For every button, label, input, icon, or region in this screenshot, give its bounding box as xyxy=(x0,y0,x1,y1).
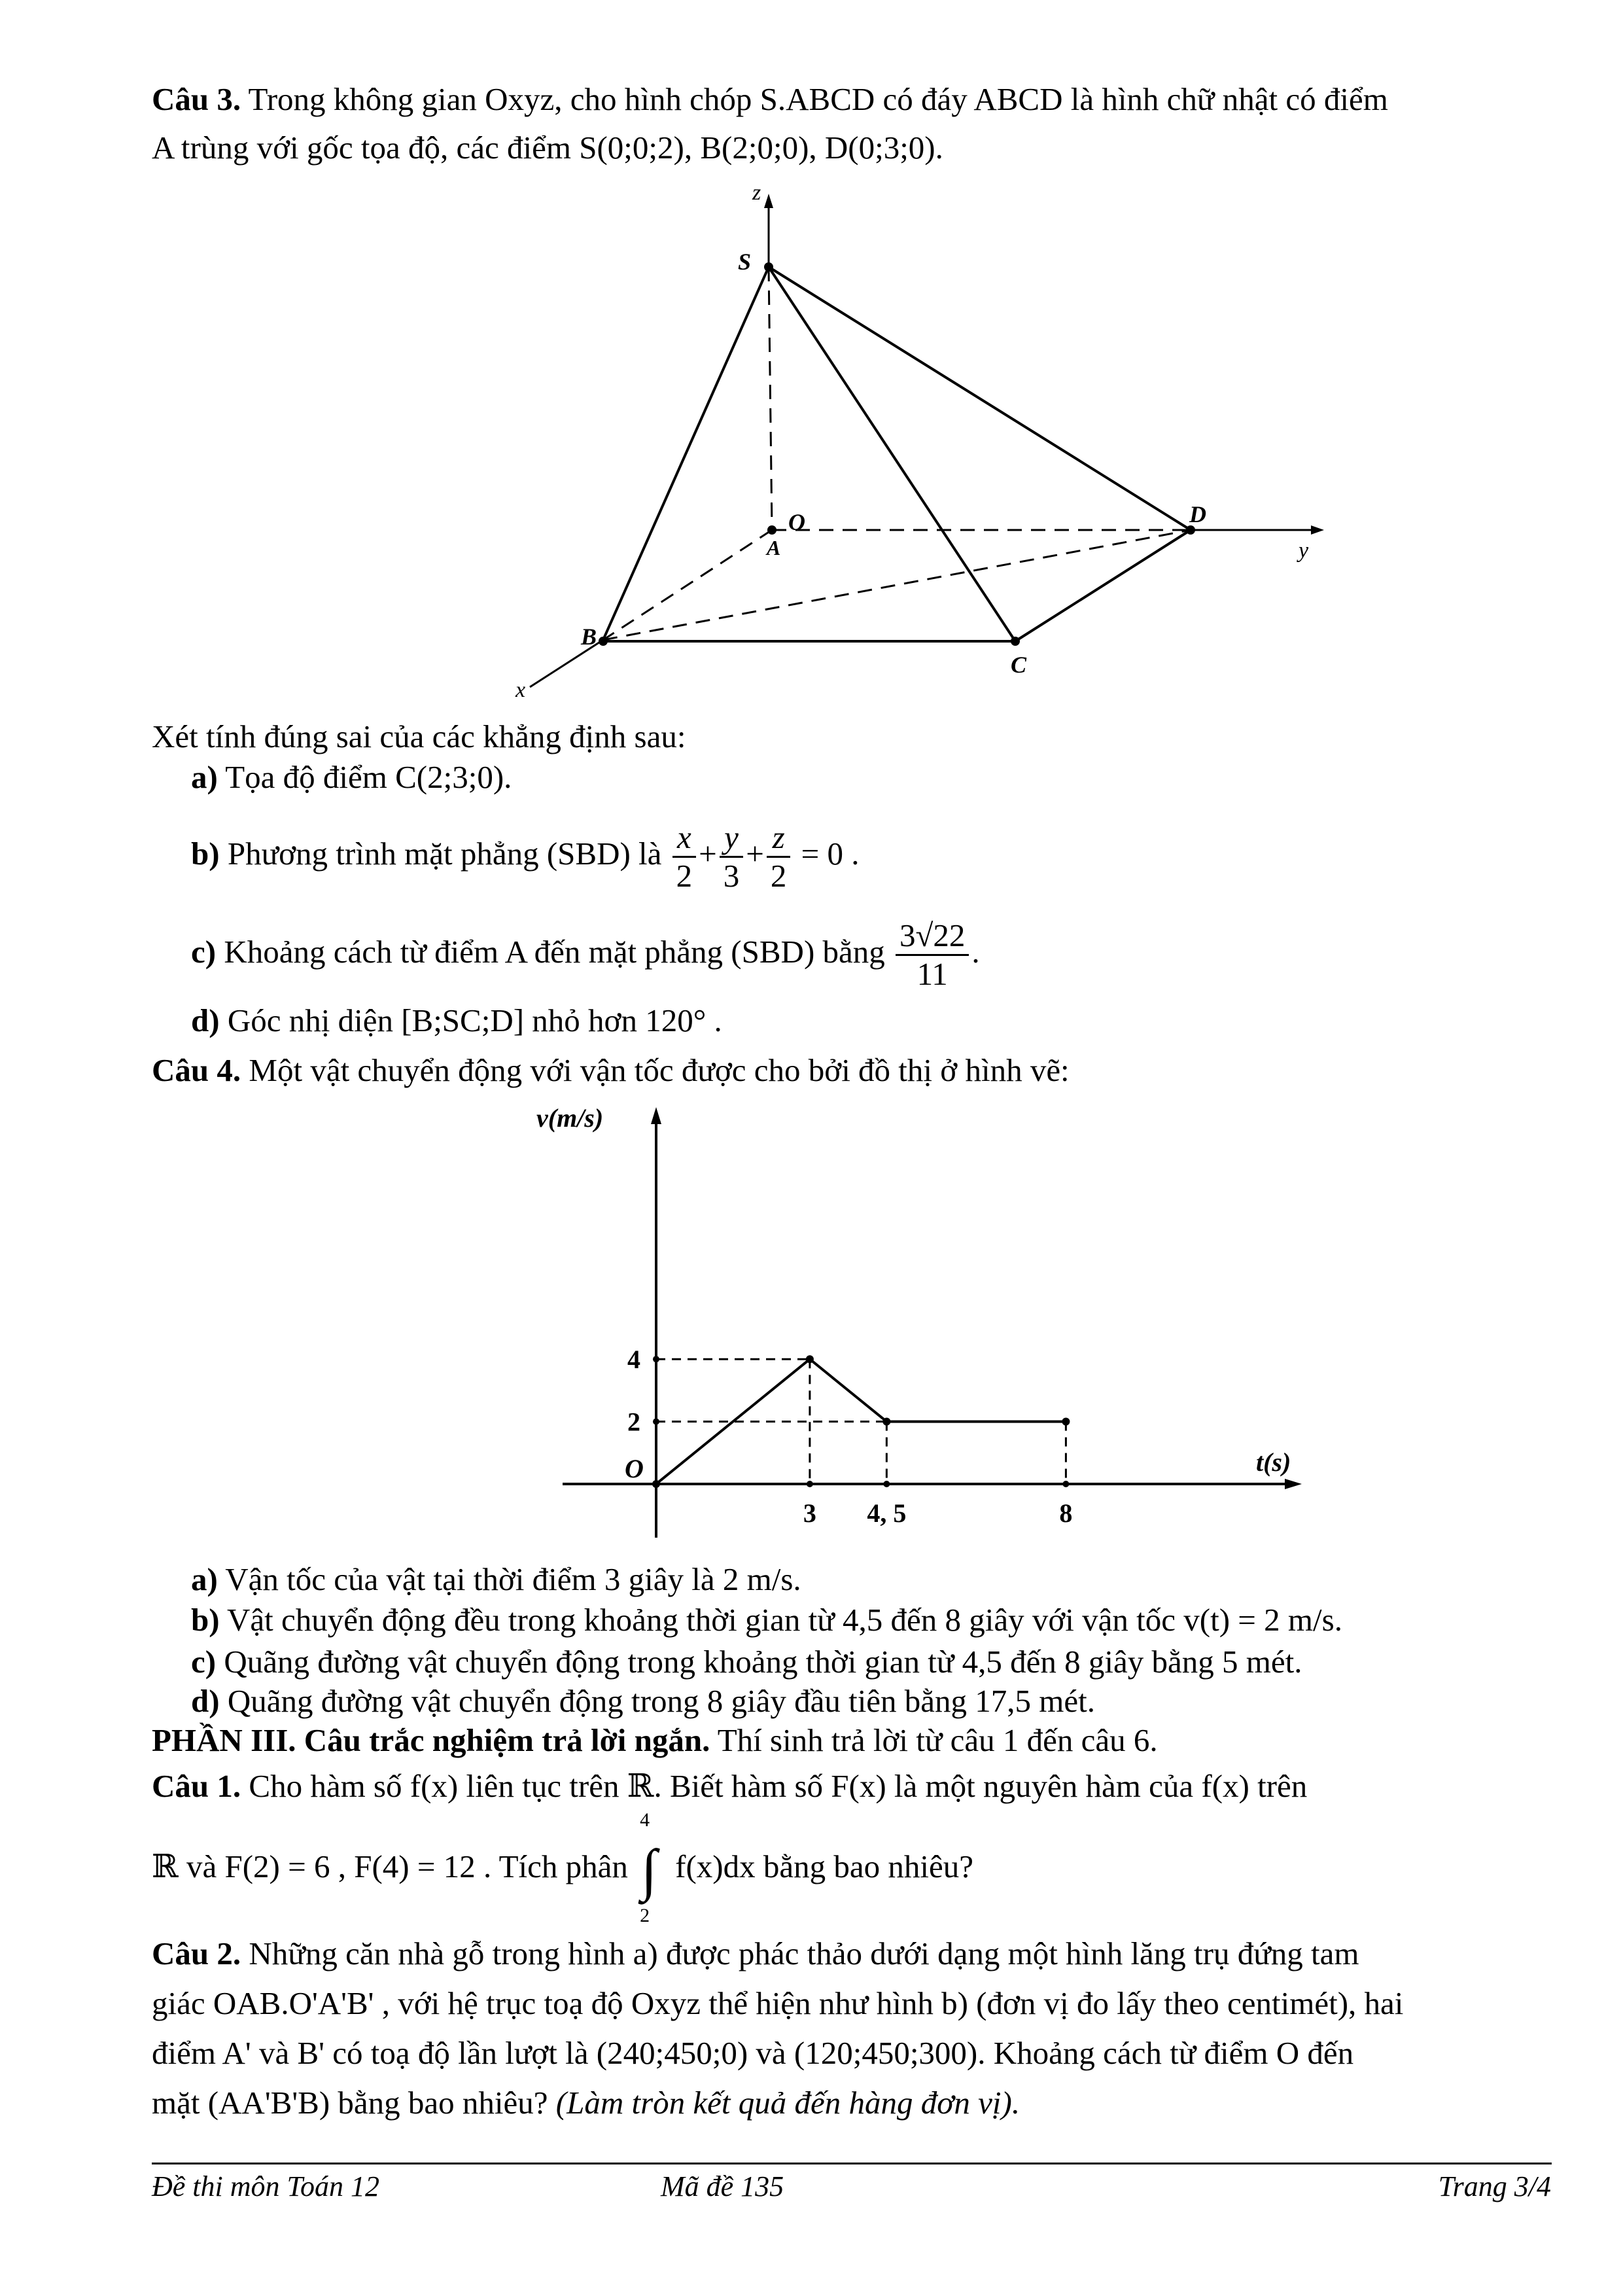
p3q1-line1 xyxy=(152,1767,1307,1806)
q3-b-text: Phương trình mặt phẳng (SBD) là xyxy=(219,836,662,872)
plus-sign-1: + xyxy=(699,836,717,872)
edge-SB xyxy=(603,267,769,640)
q3-statement-c xyxy=(191,910,980,995)
velocity-point-1 xyxy=(806,1355,814,1363)
q3-text-line1: Trong không gian Oxyz, cho hình chóp S.ABCD có đáy ABCD là hình chữ nhật có điểm xyxy=(241,81,1388,117)
part3-header xyxy=(152,1721,1158,1760)
y-axis-arrow xyxy=(1311,525,1324,535)
pyramid-figure xyxy=(497,177,1348,720)
q3-d-label: d) xyxy=(191,1002,220,1038)
part3-title: PHẦN III. Câu trắc nghiệm trả lời ngắn. xyxy=(152,1722,710,1758)
q4-statement-c xyxy=(191,1642,1302,1682)
q3-line1 xyxy=(152,80,1388,119)
part3-text: Thí sinh trả lời từ câu 1 đến câu 6. xyxy=(710,1722,1158,1758)
edge-SA xyxy=(769,267,772,529)
p3q2-label: Câu 2. xyxy=(152,1935,241,1971)
p3q1-text-line2a: ℝ và F(2) = 6 , F(4) = 12 . Tích phân xyxy=(152,1848,628,1884)
z-axis-arrow xyxy=(764,194,773,208)
p3q1-text-line1: Cho hàm số f(x) liên tục trên ℝ. Biết hàm số F(x) là một nguyên hàm của f(x) trên xyxy=(241,1768,1308,1804)
chart-y-axis-arrow xyxy=(651,1107,661,1124)
velocity-point-0 xyxy=(652,1480,660,1488)
point-B xyxy=(599,637,608,646)
q4-c-text: Quãng đường vật chuyển động trong khoảng thời gian từ 4,5 đến 8 giây bằng 5 mét. xyxy=(216,1644,1302,1680)
y-tick-label-0: 2 xyxy=(627,1407,640,1437)
plus-sign-2: + xyxy=(746,836,764,872)
chart-xlabel: t(s) xyxy=(1256,1447,1291,1477)
q4-statement-d xyxy=(191,1682,1095,1721)
velocity-chart xyxy=(536,1099,1321,1551)
y-tick-0 xyxy=(653,1419,659,1425)
x-tick-label-1: 4, 5 xyxy=(867,1498,907,1528)
label-x: x xyxy=(515,678,526,702)
q4-d-text: Quãng đường vật chuyển động trong 8 giây đầu tiên bằng 17,5 mét. xyxy=(219,1683,1096,1719)
q3-label: Câu 3. xyxy=(152,81,241,117)
q4-c-label: c) xyxy=(191,1644,217,1680)
q3-b-label: b) xyxy=(191,836,220,872)
q4-b-label: b) xyxy=(191,1602,220,1638)
footer-center: Mã đề 135 xyxy=(661,2170,784,2202)
y-tick-label-1: 4 xyxy=(627,1345,640,1375)
fraction-z-over-2: $\frac{z}{2}$ xyxy=(767,819,791,894)
label-D: D xyxy=(1189,501,1206,527)
q3-line2 xyxy=(152,128,943,168)
p3q2-line3 xyxy=(152,2034,1353,2073)
edge-SD xyxy=(769,267,1191,530)
fraction-3sqrt22-over-11: $\frac{3√22}{11}$ xyxy=(896,917,969,993)
p3q2-text-line1: Những căn nhà gỗ trong hình a) được phác thảo dưới dạng một hình lăng trụ đứng tam xyxy=(241,1935,1359,1971)
p3q1-text-line2b: f(x)dx bằng bao nhiêu? xyxy=(675,1848,973,1884)
label-B: B xyxy=(581,624,597,650)
x-tick-label-0: 3 xyxy=(803,1498,816,1528)
label-A: A xyxy=(767,536,781,559)
q3-statement-a xyxy=(191,758,512,797)
q3-c-text: Khoảng cách từ điểm A đến mặt phẳng (SBD) bằng xyxy=(216,934,885,970)
velocity-point-2 xyxy=(882,1418,890,1426)
velocity-segment-1 xyxy=(810,1359,886,1421)
q3-b-tail: = 0 . xyxy=(801,836,860,872)
footer-rule xyxy=(152,2163,1552,2164)
q4-label: Câu 4. xyxy=(152,1052,241,1088)
q3-d-text: Góc nhị diện [B;SC;D] nhỏ hơn 120° . xyxy=(219,1002,722,1038)
p3q2-text-line4b: (Làm tròn kết quả đến hàng đơn vị). xyxy=(555,2085,1021,2121)
label-z: z xyxy=(752,181,761,205)
x-tick-1 xyxy=(883,1481,890,1487)
p3q2-line4 xyxy=(152,2083,1020,2123)
q3-intro-text: Xét tính đúng sai của các khẳng định sau: xyxy=(152,718,686,754)
label-y: y xyxy=(1299,539,1309,563)
q4-a-text: Vận tốc của vật tại thời điểm 3 giây là 2 m/s. xyxy=(217,1561,801,1597)
q4-b-text: Vật chuyển động đều trong khoảng thời gian từ 4,5 đến 8 giây với vận tốc v(t) = 2 m/s. xyxy=(219,1602,1342,1638)
p3q1-label: Câu 1. xyxy=(152,1768,241,1804)
q4-d-label: d) xyxy=(191,1683,220,1719)
p3q2-text-line4a: mặt (AA'B'B) bằng bao nhiêu? xyxy=(152,2085,556,2121)
point-C xyxy=(1011,637,1020,646)
q3-a-text: Tọa độ điểm C(2;3;0). xyxy=(217,759,512,795)
x-tick-2 xyxy=(1062,1481,1069,1487)
label-O: O xyxy=(788,509,805,535)
velocity-point-3 xyxy=(1062,1418,1070,1426)
chart-x-axis-arrow xyxy=(1285,1479,1302,1489)
q3-statement-b xyxy=(191,811,860,896)
point-S xyxy=(764,262,773,272)
label-S: S xyxy=(738,249,752,275)
footer-right: Trang 3/4 xyxy=(1438,2170,1551,2202)
y-tick-1 xyxy=(653,1356,659,1362)
fraction-y-over-3: $\frac{y}{3}$ xyxy=(720,819,744,894)
p3q1-line2 xyxy=(152,1809,973,1926)
chart-ylabel: v(m/s) xyxy=(536,1103,604,1133)
label-C: C xyxy=(1011,652,1027,678)
q4-line xyxy=(152,1051,1070,1090)
x-tick-0 xyxy=(807,1481,813,1487)
point-A xyxy=(767,525,777,535)
q3-text-line2: A trùng với gốc tọa độ, các điểm S(0;0;2), B(2;0;0), D(0;3;0). xyxy=(152,130,943,166)
p3q2-text-line3: điểm A' và B' có toạ độ lần lượt là (240;450;0) và (120;450;300). Khoảng cách từ điểm O đến xyxy=(152,2035,1354,2071)
p3q2-text-line2: giác OAB.O'A'B' , với hệ trục toạ độ Oxyz thể hiện như hình b) (đơn vị đo lấy theo centimét), hai xyxy=(152,1985,1404,2021)
q4-statement-a xyxy=(191,1560,801,1599)
footer-left: Đề thi môn Toán 12 xyxy=(152,2170,379,2202)
q4-statement-b xyxy=(191,1600,1342,1640)
integral-symbol: 4 ∫ 2 xyxy=(640,1809,657,1926)
chart-origin-label: O xyxy=(625,1454,644,1483)
q3-c-tail: . xyxy=(971,934,980,970)
q3-intro xyxy=(152,717,686,756)
x-tick-label-2: 8 xyxy=(1059,1498,1073,1528)
p3q2-line2 xyxy=(152,1984,1403,2023)
q4-text: Một vật chuyển động với vận tốc được cho bởi đồ thị ở hình vẽ: xyxy=(241,1052,1070,1088)
q4-a-label: a) xyxy=(191,1561,218,1597)
q3-a-label: a) xyxy=(191,759,218,795)
q3-statement-d xyxy=(191,1001,722,1040)
q3-c-label: c) xyxy=(191,934,217,970)
fraction-x-over-2: $\frac{x}{2}$ xyxy=(672,819,697,894)
p3q2-line1 xyxy=(152,1934,1359,1973)
